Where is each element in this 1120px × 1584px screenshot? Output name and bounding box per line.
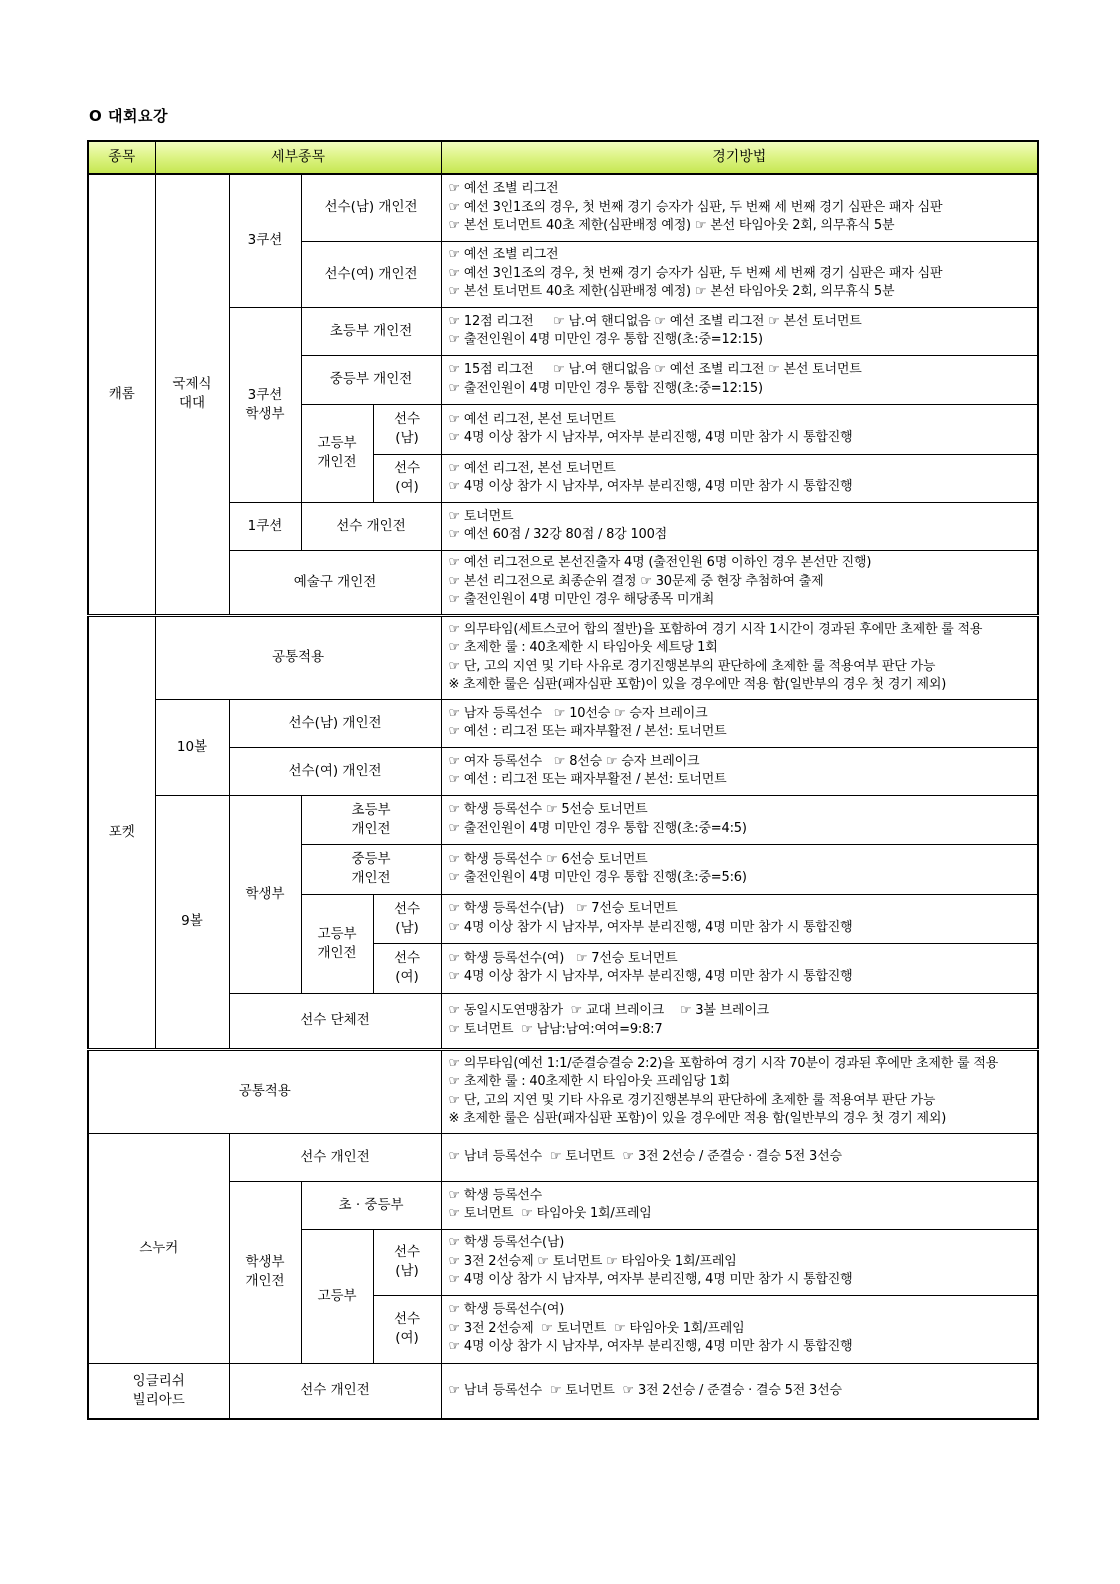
division-label: 초 · 중등부 — [301, 1181, 441, 1229]
method-line: ☞ 예선 리그전, 본선 토너먼트 — [448, 460, 616, 476]
group-line: 고등부 — [317, 925, 357, 942]
method-line: ☞ 학생 등록선수 ☞ 5선승 토너먼트 — [448, 802, 648, 817]
method-line: ☞ 예선 3인1조의 경우, 첫 번째 경기 승자가 심판, 두 번째 세 번째 경기 심판은 패자 심판 — [448, 265, 943, 281]
gender-line: (여) — [395, 479, 419, 495]
division-line: 개인전 — [351, 820, 391, 837]
table-row — [88, 550, 1038, 615]
method-line: ☞ 동일시도연맹참가 ☞ 교대 브레이크 ☞ 3볼 브레이크 — [448, 1003, 770, 1018]
method-line: ☞ 학생 등록선수(남) — [448, 1235, 565, 1251]
group-1cushion: 1쿠션 — [229, 502, 301, 550]
method-line: ☞ 3전 2선승제 ☞ 토너먼트 ☞ 타임아웃 1회/프레임 — [448, 1320, 745, 1336]
method-line: ☞ 본선 토너먼트 40초 제한(심판배정 예정) ☞ 본선 타임아웃 2회, 의무휴식 5분 — [448, 218, 895, 233]
method-line: ☞ 단, 고의 지연 및 기타 사유로 경기진행본부의 판단하에 초제한 룰 적용여부 판단 가능 — [448, 1092, 936, 1108]
event-carom: 캐롬 — [88, 174, 155, 615]
gender-line: 선수 — [393, 950, 421, 966]
gender-line: 선수 — [393, 411, 421, 427]
method-line: ☞ 학생 등록선수 — [448, 1187, 543, 1203]
method-line: ☞ 학생 등록선수(남) ☞ 7선승 토너먼트 — [448, 901, 678, 916]
page-title: O 대회요강 — [89, 107, 168, 125]
method-line: ☞ 출전인원이 4명 미만인 경우 해당종목 미개최 — [448, 592, 715, 608]
gender-line: (남) — [395, 919, 419, 936]
group-line: 학생부 — [245, 1254, 285, 1270]
method-line: ☞ 학생 등록선수 ☞ 6선승 토너먼트 — [448, 851, 648, 867]
category-line: 국제식 — [172, 376, 212, 393]
method-cell — [441, 1181, 1038, 1229]
method-cell — [441, 894, 1038, 943]
method-line: ☞ 예선 조별 리그전 — [448, 181, 559, 196]
header-method: 경기방법 — [441, 141, 1038, 174]
group-high-school: 고등부 — [301, 1229, 373, 1363]
method-line: ☞ 출전인원이 4명 미만인 경우 통합 진행(초:중=4:5) — [448, 820, 747, 836]
method-line: ☞ 출전인원이 4명 미만인 경우 통합 진행(초:중=12:15) — [448, 332, 763, 347]
method-line: ☞ 예선 조별 리그전 — [448, 247, 559, 263]
gender-line: 선수 — [393, 1311, 421, 1327]
method-line: ☞ 토너먼트 ☞ 타임아웃 1회/프레임 — [448, 1206, 652, 1221]
group-line: 개인전 — [317, 944, 357, 961]
method-line: ☞ 15점 리그전 ☞ 남.여 핸디없음 ☞ 예선 조별 리그전 ☞ 본선 토너먼트 — [448, 362, 862, 377]
common-rules-label: 공통적용 — [88, 1049, 441, 1133]
group-3cushion: 3쿠션 — [229, 174, 301, 307]
gender-label — [373, 1295, 441, 1363]
table-row — [88, 307, 1038, 355]
method-line: ☞ 남녀 등록선수 ☞ 토너먼트 ☞ 3전 2선승 / 준결승 · 결승 5전 3선승 — [448, 1382, 842, 1398]
event-line: 잉글리쉬 — [132, 1372, 185, 1389]
method-line: ☞ 4명 이상 참가 시 남자부, 여자부 분리진행, 4명 미만 참가 시 통합진행 — [448, 430, 853, 445]
division-label: 선수 개인전 — [229, 1363, 441, 1419]
method-line: ☞ 4명 이상 참가 시 남자부, 여자부 분리진행, 4명 미만 참가 시 통합진행 — [448, 1272, 853, 1288]
gender-line: (여) — [395, 969, 419, 985]
table-row — [88, 1133, 1038, 1181]
table-row — [88, 1363, 1038, 1419]
method-cell — [441, 502, 1038, 550]
gender-line: 선수 — [393, 460, 421, 476]
division-label: 초등부 개인전 — [301, 307, 441, 355]
method-cell — [441, 1229, 1038, 1295]
method-cell — [441, 795, 1038, 844]
header-event: 종목 — [88, 141, 155, 174]
division-label: 선수(남) 개인전 — [301, 174, 441, 241]
division-label: 선수 단체전 — [229, 993, 441, 1049]
method-line: ☞ 4명 이상 참가 시 남자부, 여자부 분리진행, 4명 미만 참가 시 통합진행 — [448, 919, 853, 935]
division-label — [301, 844, 441, 894]
method-line: ☞ 12점 리그전 ☞ 남.여 핸디없음 ☞ 예선 조별 리그전 ☞ 본선 토너먼트 — [448, 313, 862, 329]
gender-label — [373, 894, 441, 943]
category-line: 대대 — [178, 395, 206, 412]
method-line: ☞ 여자 등록선수 ☞ 8선승 ☞ 승자 브레이크 — [448, 753, 700, 769]
gender-line: 선수 — [393, 1244, 421, 1260]
division-label: 선수 개인전 — [229, 1133, 441, 1181]
division-label: 선수(여) 개인전 — [229, 747, 441, 795]
method-line: ☞ 예선 : 리그전 또는 패자부활전 / 본선: 토너먼트 — [448, 772, 727, 787]
method-line: ☞ 예선 리그전, 본선 토너먼트 — [448, 411, 616, 427]
gender-line: (남) — [395, 430, 419, 446]
table-row — [88, 1181, 1038, 1229]
method-cell — [441, 993, 1038, 1049]
competition-rules-table — [87, 140, 1039, 1420]
method-line: ☞ 학생 등록선수(여) ☞ 7선승 토너먼트 — [448, 950, 678, 966]
group-3cushion-student — [229, 307, 301, 502]
group-student: 학생부 — [229, 795, 301, 993]
method-line: ☞ 단, 고의 지연 및 기타 사유로 경기진행본부의 판단하에 초제한 룰 적용여부 판단 가능 — [448, 658, 936, 674]
method-line: ☞ 남녀 등록선수 ☞ 토너먼트 ☞ 3전 2선승 / 준결승 · 결승 5전 3선승 — [448, 1148, 842, 1164]
method-line: ☞ 예선 리그전으로 본선진출자 4명 (출전인원 6명 이하인 경우 본선만 진행) — [448, 555, 872, 571]
division-label: 예술구 개인전 — [229, 550, 441, 615]
table-row — [88, 615, 1038, 699]
table-row — [88, 795, 1038, 844]
method-cell — [441, 355, 1038, 404]
table-row — [88, 993, 1038, 1049]
group-10ball: 10볼 — [155, 699, 229, 795]
method-line: ※ 초제한 룰은 심판(패자심판 포함)이 있을 경우에만 적용 함(일반부의 경우 첫 경기 제외) — [448, 677, 947, 692]
table-row — [88, 174, 1038, 241]
method-cell — [441, 550, 1038, 615]
division-line: 초등부 — [351, 801, 391, 818]
method-cell — [441, 454, 1038, 502]
group-student — [229, 1181, 301, 1363]
gender-label — [373, 454, 441, 502]
division-label: 선수 개인전 — [301, 502, 441, 550]
method-cell — [441, 1363, 1038, 1419]
event-snooker: 스누커 — [88, 1133, 229, 1363]
method-line: ☞ 본선 리그전으로 최종순위 결정 ☞ 30문제 중 현장 추첨하여 출제 — [448, 573, 824, 589]
table-row — [88, 1049, 1038, 1133]
table-row — [88, 502, 1038, 550]
method-line: ☞ 예선 3인1조의 경우, 첫 번째 경기 승자가 심판, 두 번째 세 번째 경기 심판은 패자 심판 — [448, 199, 943, 215]
method-line: ☞ 예선 : 리그전 또는 패자부활전 / 본선: 토너먼트 — [448, 724, 727, 739]
method-line: ☞ 출전인원이 4명 미만인 경우 통합 진행(초:중=5:6) — [448, 870, 747, 885]
gender-line: (남) — [395, 1263, 419, 1279]
method-cell — [441, 747, 1038, 795]
method-cell — [441, 1295, 1038, 1363]
group-high-school — [301, 894, 373, 993]
division-label: 선수(남) 개인전 — [229, 699, 441, 747]
method-line: ☞ 4명 이상 참가 시 남자부, 여자부 분리진행, 4명 미만 참가 시 통합진행 — [448, 1339, 853, 1355]
division-line: 개인전 — [351, 870, 391, 886]
method-line: ☞ 남자 등록선수 ☞ 10선승 ☞ 승자 브레이크 — [448, 705, 708, 721]
group-line: 3쿠션 — [247, 386, 283, 403]
group-line: 개인전 — [317, 454, 357, 470]
gender-label — [373, 943, 441, 993]
group-line: 고등부 — [317, 435, 357, 451]
table-row — [88, 699, 1038, 747]
gender-line: (여) — [395, 1330, 419, 1346]
event-pocket: 포켓 — [88, 615, 155, 1049]
gender-label — [373, 404, 441, 454]
method-cell — [441, 174, 1038, 241]
group-9ball: 9볼 — [155, 795, 229, 1049]
method-cell — [441, 1049, 1038, 1133]
table-header-row — [88, 141, 1038, 174]
method-cell — [441, 1133, 1038, 1181]
method-line: ☞ 토너먼트 ☞ 남남:남여:여여=9:8:7 — [448, 1021, 663, 1037]
method-line: ☞ 의무타임(세트스코어 합의 절반)을 포함하여 경기 시작 1시간이 경과된 후에만 초제한 룰 적용 — [448, 621, 983, 637]
event-line: 빌리아드 — [132, 1391, 185, 1408]
method-line: ☞ 4명 이상 참가 시 남자부, 여자부 분리진행, 4명 미만 참가 시 통합진행 — [448, 479, 853, 494]
method-line: ※ 초제한 룰은 심판(패자심판 포함)이 있을 경우에만 적용 함(일반부의 경우 첫 경기 제외) — [448, 1111, 947, 1126]
method-line: ☞ 본선 토너먼트 40초 제한(심판배정 예정) ☞ 본선 타임아웃 2회, 의무휴식 5분 — [448, 284, 895, 300]
method-cell — [441, 241, 1038, 307]
method-line: ☞ 토너먼트 — [448, 508, 514, 524]
method-line: ☞ 예선 60점 / 32강 80점 / 8강 100점 — [448, 527, 668, 542]
gender-label — [373, 1229, 441, 1295]
common-rules-label: 공통적용 — [155, 615, 441, 699]
method-cell — [441, 943, 1038, 993]
gender-line: 선수 — [393, 900, 421, 917]
method-cell — [441, 699, 1038, 747]
method-line: ☞ 의무타임(예선 1:1/준결승결승 2:2)을 포함하여 경기 시작 70분이 경과된 후에만 초제한 룰 적용 — [448, 1055, 999, 1071]
division-label — [301, 795, 441, 844]
method-line: ☞ 3전 2선승제 ☞ 토너먼트 ☞ 타임아웃 1회/프레임 — [448, 1253, 737, 1269]
method-line: ☞ 출전인원이 4명 미만인 경우 통합 진행(초:중=12:15) — [448, 380, 763, 396]
category-international-large — [155, 174, 229, 615]
method-cell — [441, 844, 1038, 894]
method-line: ☞ 학생 등록선수(여) — [448, 1302, 565, 1318]
header-detail: 세부종목 — [155, 141, 441, 174]
method-line: ☞ 초제한 룰 : 40초제한 시 타임아웃 세트당 1회 — [448, 640, 718, 655]
table-row — [88, 747, 1038, 795]
group-high-school — [301, 404, 373, 502]
event-english-billiards — [88, 1363, 229, 1419]
division-label: 선수(여) 개인전 — [301, 241, 441, 307]
group-line: 학생부 — [245, 405, 285, 422]
method-cell — [441, 307, 1038, 355]
division-label: 중등부 개인전 — [301, 355, 441, 404]
method-line: ☞ 초제한 룰 : 40초제한 시 타임아웃 프레임당 1회 — [448, 1074, 730, 1089]
method-line: ☞ 4명 이상 참가 시 남자부, 여자부 분리진행, 4명 미만 참가 시 통합진행 — [448, 969, 853, 984]
division-line: 중등부 — [351, 851, 391, 867]
method-cell — [441, 404, 1038, 454]
group-line: 개인전 — [245, 1273, 285, 1289]
method-cell — [441, 615, 1038, 699]
